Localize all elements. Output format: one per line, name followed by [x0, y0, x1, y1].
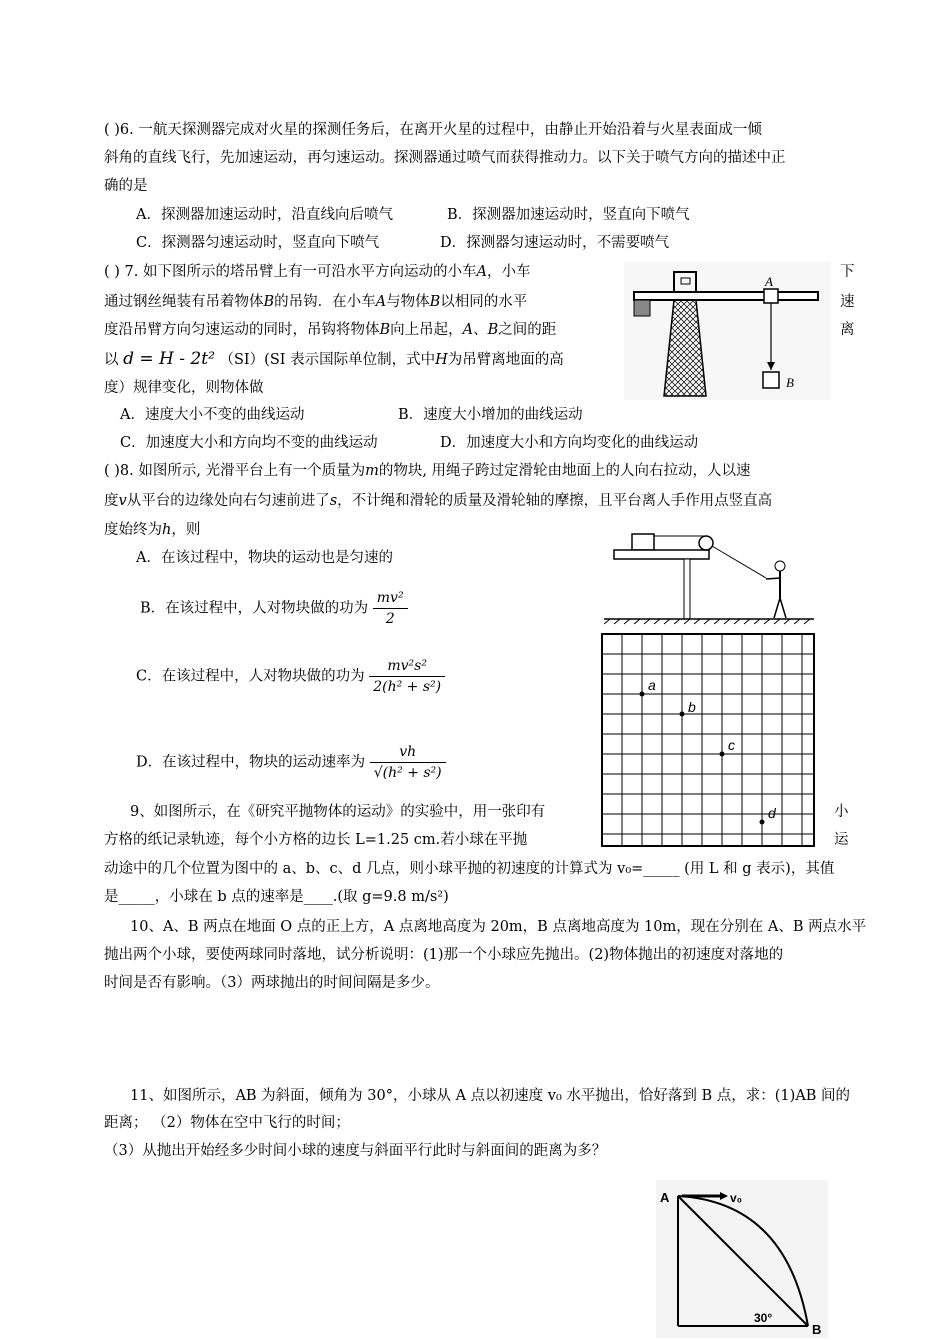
label-point-d: d: [768, 805, 776, 821]
q6-option-b: B．探测器加速运动时，竖直向下喷气: [447, 207, 690, 223]
q9-line1-right: 小: [834, 804, 849, 820]
q8-line1: ( )8. 如图所示, 光滑平台上有一个质量为m的物块, 用绳子跨过定滑轮由地面上的人向右拉动，人以速: [104, 463, 751, 479]
point-c: [720, 752, 725, 757]
platform: [614, 550, 709, 559]
counterweight: [634, 300, 650, 316]
q6-option-c: C．探测器匀速运动时，竖直向下喷气: [136, 235, 380, 251]
trolley-a: [764, 289, 778, 303]
label-point-c: c: [728, 737, 735, 753]
q11-line2: 距离； （2）物体在空中飞行的时间；: [104, 1115, 350, 1131]
q9-line2: 方格的纸记录轨迹，每个小方格的边长 L=1.25 cm.若小球在平抛: [104, 832, 528, 848]
person-head: [775, 561, 785, 571]
q6-option-a: A．探测器加速运动时，沿直线向后喷气: [136, 207, 393, 223]
point-d: [760, 820, 765, 825]
q7-option-d: D．加速度大小和方向均变化的曲线运动: [440, 435, 699, 451]
q8-line3: 度始终为h，则: [104, 522, 201, 538]
q9-line1: 9、如图所示，在《研究平抛物体的运动》的实验中，用一张印有: [130, 804, 546, 820]
q6-option-d: D．探测器匀速运动时，不需要喷气: [440, 235, 670, 251]
q10-line3: 时间是否有影响。（3）两球抛出的时间间隔是多少。: [104, 975, 440, 991]
q8-option-d: D．在该过程中，物块的运动速率为 $\frac{vh}{\text{√(h² + s²)}}$: [136, 742, 446, 783]
q7-line3-right: 离: [840, 322, 855, 338]
q8-option-a: A．在该过程中，物块的运动也是匀速的: [136, 550, 393, 566]
q9-line4: 是_____，小球在 b 点的速率是____.(取 g=9.8 m/s²): [104, 889, 449, 905]
q8-option-c: C．在该过程中，人对物块做的功为 $\frac{\text{mv²s²}}{\text{2(h² + s²)}}$: [136, 656, 445, 697]
pulley-platform-figure: [604, 526, 814, 626]
q9-line3: 动途中的几个位置为图中的 a、b、c、d 几点，则小球平抛的初速度的计算式为 v₀=_____ (用 L 和 g 表示)，其值: [104, 861, 835, 877]
label-a: A: [660, 1190, 670, 1205]
fraction-c: $\frac{\text{mv²s²}}{\text{2(h² + s²)}}$: [369, 656, 445, 697]
block-m: [632, 534, 654, 550]
q6-line2: 斜角的直线飞行，先加速运动，再匀速运动。探测器通过喷气而获得推动力。以下关于喷气方向的描述中正: [104, 150, 786, 166]
q7-line4: 以 d = H - 2t² （SI）(SI 表示国际单位制，式中H为吊臂离地面的高: [104, 349, 564, 369]
label-v0: v₀: [730, 1191, 743, 1205]
q7-option-b: B．速度大小增加的曲线运动: [398, 407, 583, 423]
q7-formula: d = H - 2t²: [123, 349, 215, 369]
q8-option-b: B．在该过程中，人对物块做的功为 $\frac{\text{mv²}}{2}$: [140, 588, 408, 629]
q7-line2: 通过钢丝绳装有吊着物体B的吊钩．在小车A与物体B以相同的水平: [104, 294, 528, 310]
rope: [712, 546, 766, 578]
fraction-b: $\frac{\text{mv²}}{2}$: [373, 588, 408, 629]
q7-line1-right: 下: [840, 264, 855, 280]
q11-line3: （3）从抛出开始经多少时间小球的速度与斜面平行此时与斜面间的距离为多？: [104, 1143, 607, 1159]
q6-line3: 确的是: [104, 178, 148, 194]
q10-line1: 10、A、B 两点在地面 O 点的正上方，A 点离地高度为 20m，B 点离地高度为 10m，现在分别在 A、B 两点水平: [130, 919, 867, 935]
label-b: B: [812, 1322, 822, 1337]
projectile-grid-figure: [600, 632, 818, 850]
label-point-a: a: [648, 677, 656, 693]
label-a: A: [765, 274, 773, 289]
point-b: [680, 712, 685, 717]
q11-line1: 11、如图所示，AB 为斜面，倾角为 30°，小球从 A 点以初速度 v₀ 水平抛出，恰好落到 B 点，求：(1)AB 间的: [130, 1088, 851, 1104]
tower-crane-figure: [624, 262, 830, 400]
q6-line1: ( )6. 一航天探测器完成对火星的探测任务后，在离开火星的过程中，由静止开始沿着与火星表面成一倾: [104, 122, 762, 138]
incline-projectile-figure: [656, 1180, 828, 1338]
crane-boom: [634, 292, 818, 300]
q9-line2-right: 运: [834, 832, 849, 848]
platform-post: [684, 559, 690, 619]
q7-option-a: A．速度大小不变的曲线运动: [120, 407, 305, 423]
label-angle: 30°: [754, 1311, 773, 1325]
q10-line2: 抛出两个小球，要使两球同时落地，试分析说明：(1)那一个小球应先抛出。(2)物体抛出的初速度对落地的: [104, 947, 784, 963]
q7-line2-right: 速: [840, 294, 855, 310]
label-point-b: b: [688, 699, 696, 715]
q8-line2: 度v从平台的边缘处向右匀速前进了s，不计绳和滑轮的质量及滑轮轴的摩擦，且平台离人手作用点竖直高: [104, 493, 773, 509]
fraction-d: $\frac{vh}{\text{√(h² + s²)}}$: [370, 742, 446, 783]
point-a: [640, 692, 645, 697]
pulley: [699, 536, 713, 550]
q7-option-c: C．加速度大小和方向均不变的曲线运动: [120, 435, 378, 451]
q7-line5: 度）规律变化，则物体做: [104, 380, 264, 396]
label-b: B: [786, 375, 794, 390]
object-b: [763, 372, 779, 388]
q7-line1: ( ) 7. 如下图所示的塔吊臂上有一可沿水平方向运动的小车A，小车: [104, 264, 531, 280]
q7-line3: 度沿吊臂方向匀速运动的同时，吊钩将物体B向上吊起，A、B之间的距: [104, 322, 557, 338]
